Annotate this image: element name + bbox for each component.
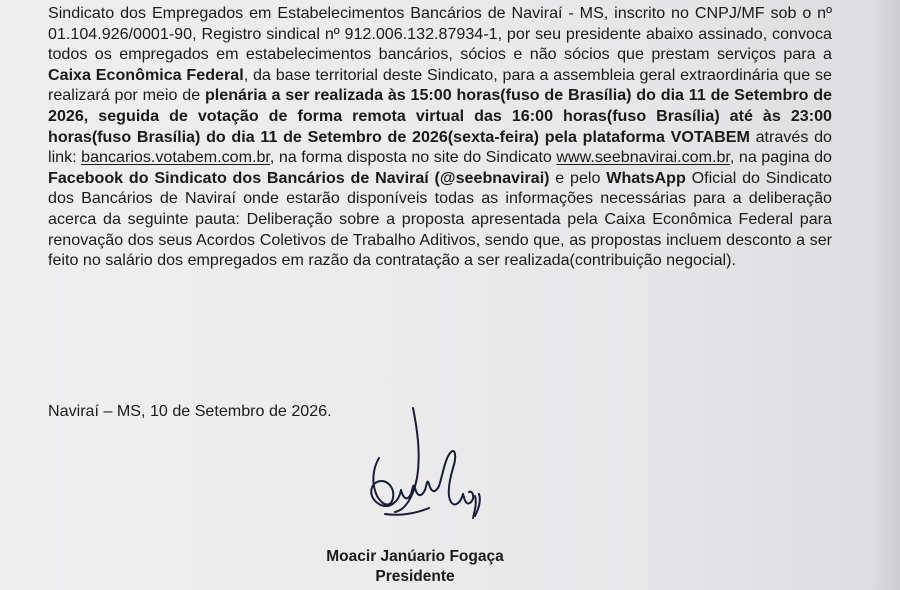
website-link[interactable]: www.seebnavirai.com.br [556, 148, 730, 167]
bold-segment: Facebook do Sindicato dos Bancários de Naviraí (@seebnavirai) [48, 168, 550, 187]
bold-segment: WhatsApp [606, 168, 686, 187]
paper-edge-shadow [872, 0, 900, 590]
convocation-paragraph [48, 3, 832, 271]
text-segment: , da base territorial deste Sindicato, para a assembleia geral extraordinária que se realizará por meio de [48, 65, 832, 105]
signer-name: Moacir Janúario Fogaça [326, 548, 504, 565]
text-segment: , na pagina do [729, 148, 833, 167]
place-date: Naviraí – MS, 10 de Setembro de 2026. [48, 402, 332, 420]
text-segment: Oficial do Sindicato dos Bancários de Naviraí onde estarão disponíveis todas as informações necessárias para a deliberação acerca da seguinte pauta: Deliberação sobre a proposta apresentada pela Caixa Econômica Federal para renovação dos seus Acordos Coletivos de Trabalho Aditivos, sendo que, as propostas incluem desconto a ser feito no salário dos empregados em razão da contratação a ser realizada(contribuição negocial). [48, 168, 832, 270]
text-segment: , na forma disposta no site do Sindicato [269, 148, 557, 167]
handwritten-signature [355, 398, 495, 538]
signer-role: Presidente [375, 568, 455, 585]
text-segment: e pelo [549, 168, 607, 187]
voting-link[interactable]: bancarios.votabem.com.br [81, 148, 270, 167]
text-segment: Sindicato dos Empregados em Estabelecimentos Bancários de Naviraí - MS, inscrito no CNPJ/MF sob o nº 01.104.926/0001-90, Registro sindical nº 912.006.132.87934-1, por seu presidente abaixo assinado, convoca todos os empregados em estabelecimentos bancários, sócios e não sócios que prestam serviços para a [48, 4, 832, 64]
signer-block [310, 547, 520, 587]
bold-segment: Caixa Econômica Federal [48, 65, 244, 84]
text-segment: através do link: [48, 127, 832, 167]
bold-segment: plenária a ser realizada às 15:00 horas(fuso de Brasília) do dia 11 de Setembro de 2026, seguida de votação de forma remota virtual das 16:00 horas(fuso Brasília) até às 23:00 horas(fuso Brasília) do dia 11 de Setembro de 2026(sexta-feira) pela plataforma VOTABEM [48, 86, 832, 146]
